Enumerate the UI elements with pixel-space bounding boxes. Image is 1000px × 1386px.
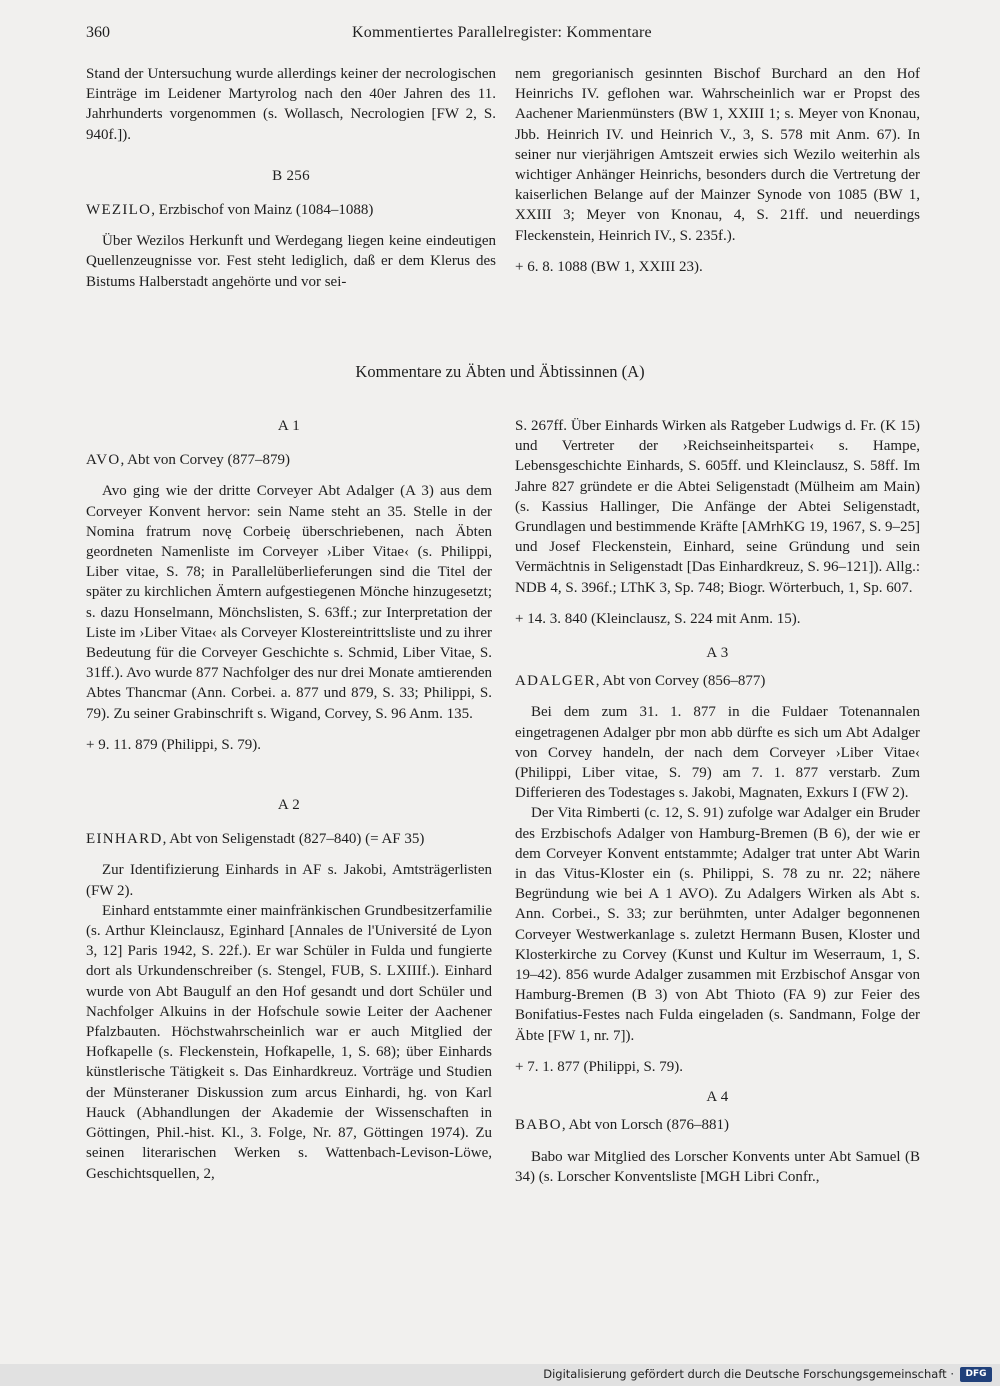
entry-name: ADALGER [515, 673, 596, 690]
entry-paragraph: Über Wezilos Herkunft und Werdegang liegen keine eindeutigen Quellenzeugnisse vor. Fest steht lediglich, daß er dem Klerus des Bistums Halberstadt angehörte und vor sei- [86, 233, 496, 290]
dfg-logo-text: DFG [965, 1369, 987, 1379]
entry-title: , Abt von Lorsch (876–881) [561, 1117, 729, 1134]
entry-id-a2: A 2 [277, 797, 301, 814]
continued-paragraph: Stand der Untersuchung wurde allerdings keiner der necrologischen Einträge im Leidener Martyrolog nach den 40er Jahren des 11. Jahrhunderts vorgenommen (s. Wollasch, Necrologien [FW 2, S. 940f.]). [86, 66, 496, 143]
death-note: + 9. 11. 879 (Philippi, S. 79). [86, 736, 261, 753]
running-title: Kommentiertes Parallelregister: Kommentare [352, 24, 652, 41]
death-note: + 6. 8. 1088 (BW 1, XXIII 23). [515, 258, 703, 275]
entry-title: , Abt von Corvey (856–877) [595, 673, 766, 690]
entry-id-a1: A 1 [277, 418, 301, 434]
right-column [515, 416, 920, 1187]
entry-name: WEZILO [86, 202, 152, 219]
death-note: + 14. 3. 840 (Kleinclausz, S. 224 mit Anm. 15). [515, 610, 801, 627]
entry-paragraph: Avo ging wie der dritte Corveyer Abt Adalger (A 3) aus dem Corveyer Konvent hervor: sein Name steht an 35. Stelle in der Nomina fratrum novę Corbeię überschriebenen, nach Äbten geordneten Namenliste im Corveyer ›Liber Vitae‹ (s. Philippi, Liber vitae, S. 78; in Parallelüberlieferungen sind die Titel der später zu kirchlichen Ämtern aufgestiegenen Mönche hinzugesetzt; s. dazu Honselmann, Mönchslisten, S. 63ff.; zur Interpretation der Liste im ›Liber Vitae‹ als Corveyer Klostereintrittsliste und zu ihrer Bedeutung für die Corveyer Geschichte s. Schmid, Liber Vitae, S. 31ff.). Avo wurde 877 Nachfolger des nur drei Monate amtierenden Abtes Thancmar (Ann. Corbei. a. 877 und 879, S. 33; Philippi, S. 79). Zu seiner Grabinschrift s. Wigand, Corvey, S. 96 Anm. 135. [86, 483, 492, 722]
death-note: + 7. 1. 877 (Philippi, S. 79). [515, 1058, 684, 1075]
entry-paragraph: Einhard entstammte einer mainfränkischen Grundbesitzerfamilie (s. Arthur Kleinclausz, Eginhard [Annales de l'Université de Lyon 3, 12] Paris 1942, S. 22f.). Er war Schüler in Fulda und fungierte dort als Urkundenschreiber (s. Stengel, FUB, S. LXIIIf.). Einhard wurde von Abt Baugulf an den Hof gesandt und dort Schüler und Nachfolger Alkuins in der Hofschule sowie Leiter der Aachener Pfalzbauten. Höchstwahrscheinlich war er auch Mitglied der Hofkapelle (s. Fleckenstein, Hofkapelle, 1, S. 68); über Einhards künstlerische Tätigkeit s. Das Einhardkreuz. Vorträge und Studien der Münsteraner Diskussion zum arcus Einhardi, hg. von Karl Hauck (Abhandlungen der Akademie der Wissenschaften in Göttingen, Phil.-hist. Kl., 3. Folge, Nr. 87, Göttingen 1974). Zu seinen literarischen Werken s. Wattenbach-Levison-Löwe, Geschichtsquellen, 2, [86, 902, 492, 1182]
entry-paragraph: Bei dem zum 31. 1. 877 in die Fuldaer Totenannalen eingetragenen Adalger pbr mon abb dürfte es sich um Abt Adalger von Corvey handeln, der nach dem Corveyer ›Liber Vitae‹ (Philippi, Liber vitae, S. 79) am 7. 1. 877 verstarb. Zum Differieren des Todestages s. Jakobi, Magnaten, Exkurs I (FW 2). [515, 704, 920, 802]
entry-title: , Abt von Corvey (877–879) [120, 452, 291, 469]
entry-title: , Erzbischof von Mainz (1084–1088) [151, 202, 374, 219]
entry-paragraph: Der Vita Rimberti (c. 12, S. 91) zufolge war Adalger ein Bruder des Erzbischofs Adalger von Hamburg-Bremen (B 6), der wie er dem Corveyer Konvent entstammte; Adalger trat unter Abt Warin in das Vitus-Kloster ein (s. Philippi, S. 78 zu nr. 22; nähere Begründung wie bei A 1 AVO). Zu Adalgers Wirken als Abt s. Ann. Corbei., S. 33; zur berühmten, unter Adalger begonnenen Corveyer Westwerkanlage s. zuletzt Hermann Busen, Kloster und Klosterkirche zu Corvey (Kunst und Kultur im Weserraum, 1, S. 19–42). 856 wurde Adalger zusammen mit Erzbischof Ansgar von Hamburg-Bremen (B 3) von Abt Thioto (FA 9) zur Feier des Bonifatius-Festes nach Fulda eingeladen (s. Sandmann, Folge der Äbte [FW 1, nr. 7]). [515, 805, 920, 1044]
entry-paragraph: Zur Identifizierung Einhards in AF s. Jakobi, Amtsträgerlisten (FW 2). [86, 862, 492, 899]
footer-credit: Digitalisierung gefördert durch die Deutsche Forschungsgemeinschaft · [543, 1367, 954, 1381]
entry-heading-babo [515, 1115, 920, 1135]
entry-name: BABO [515, 1117, 562, 1134]
footer-bar [0, 1364, 1000, 1386]
dfg-logo-icon [960, 1367, 992, 1382]
entry-paragraph: Babo war Mitglied des Lorscher Konvents unter Abt Samuel (B 34) (s. Lorscher Konventsliste [MGH Libri Confr., [515, 1148, 920, 1185]
entry-id-a4: A 4 [706, 1089, 729, 1106]
page-number: 360 [86, 24, 110, 41]
entry-paragraph: nem gregorianisch gesinnten Bischof Burchard an den Hof Heinrichs IV. geflohen war. Wahrscheinlich war er Propst des Aachener Marienmünsters (BW 1, XXIII 1; s. Meyer von Knonau, Jbb. Heinrich IV. und Heinrich V., 3, S. 578 mit Anm. 67). In seiner nur vierjährigen Amtszeit erwies sich Wezilo weiterhin als wichtiger Anhänger Heinrichs, besonders durch die Vertretung der kaiserlichen Belange auf der Mainzer Synode von 1085 (BW 1, XXIII 3; Meyer von Knonau, 4, S. 21ff. und neuerdings Fleckenstein, Heinrich IV., S. 235f.). [515, 66, 920, 244]
entry-title: , Abt von Seligenstadt (827–840) (= AF 35) [162, 831, 425, 848]
top-left-column [86, 64, 496, 292]
entry-heading-avo [86, 450, 492, 470]
entry-name: AVO [86, 452, 121, 469]
top-right-column [515, 64, 920, 277]
entry-id-b256: B 256 [272, 167, 310, 184]
entry-name: EINHARD [86, 831, 163, 848]
entry-paragraph: S. 267ff. Über Einhards Wirken als Ratgeber Ludwigs d. Fr. (K 15) und Vertreter der ›Reichseinheitspartei‹ s. Hampe, Lebensgeschichte Einhards, S. 605ff. und Kleinclausz, S. 58ff. Im Jahre 827 gründete er die Abtei Seligenstadt (Mülheim am Main) (s. Kassius Hallinger, Die Anfänge der Abtei Seligenstadt, Grundlagen und bestimmende Kräfte [AMrhKG 19, 1967, S. 9–25] und Josef Fleckenstein, Einhard, seine Gründung und sein Vermächtnis in Seligenstadt [Das Einhardkreuz, S. 96–121]). Allg.: NDB 4, S. 396f.; LThK 3, Sp. 748; Biogr. Wörterbuch, 1, Sp. 607. [515, 418, 920, 596]
entry-heading-einhard [86, 829, 492, 849]
entry-id-a3: A 3 [706, 645, 729, 662]
section-heading: Kommentare zu Äbten und Äbtissinnen (A) [355, 362, 645, 381]
entry-heading-adalger [515, 671, 920, 691]
left-column [86, 416, 492, 1184]
entry-heading-wezilo [86, 200, 496, 220]
